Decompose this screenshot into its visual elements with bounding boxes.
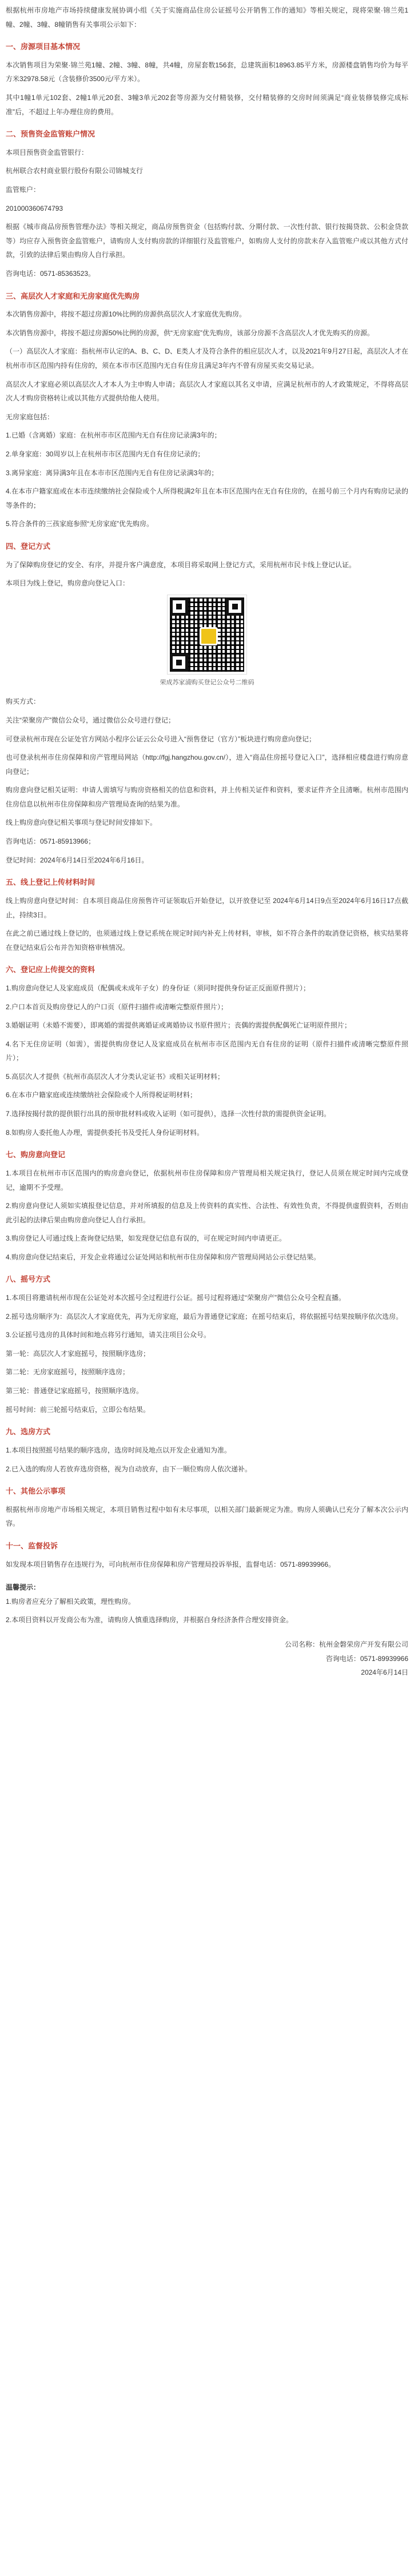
- section-heading: 六、登记应上传提交的资料: [6, 965, 95, 974]
- section-paragraph: 1.本项目按照摇号结果的顺序选房，选房时间及地点以开发企业通知为准。: [6, 1446, 232, 1454]
- section-paragraph: 1.已婚（含离婚）家庭：在杭州市市区范围内无自有住房记录满3年的；: [6, 431, 221, 440]
- note-paragraph: 2.本项目资料以开发商公布为准，请购房人慎重选择购房，并根据自身经济条件合理安排资金。: [6, 1616, 293, 1624]
- section-paragraph: 4.名下无住房证明（如需），需提供购房登记人及家庭成员在杭州市市区范围内无自有住房的证明（原件扫描件或清晰完整原件照片）；: [6, 1040, 408, 1062]
- section-paragraph: 1.购房意向登记人及家庭成员（配偶或未成年子女）的身份证（须同时提供身份证正反面原件照片）；: [6, 984, 310, 992]
- section-heading: 三、高层次人才家庭和无房家庭优先购房: [6, 291, 140, 300]
- note-paragraph: 1.购房者应充分了解相关政策，理性购房。: [6, 1597, 136, 1606]
- section-paragraph: 也可登录杭州市住房保障和房产管理局网站（http://fgj.hangzhou.gov.cn/），进入“商品住房摇号登记入口”，选择相应楼盘进行购房意向登记；: [6, 753, 408, 776]
- section-heading: 八、摇号方式: [6, 1275, 51, 1284]
- qr-finder-pattern: [170, 597, 188, 616]
- section-heading: 一、房源项目基本情况: [6, 42, 81, 51]
- section-paragraph: 6.在本市户籍家庭或连续缴纳社会保险或个人所得税证明材料；: [6, 1091, 197, 1100]
- section-paragraph: 201000360674793: [6, 204, 63, 212]
- section-paragraph: 购房意向登记相关证明：申请人需填写与购房资格相关的信息和资料，并上传相关证件和资料，要求证件齐全且清晰。杭州市范围内住房信息以杭州市住房保障和房产管理局查询的结果为准。: [6, 786, 408, 808]
- section-heading: 十、其他公示事项: [6, 1487, 66, 1496]
- section-paragraph: 高层次人才家庭必须以高层次人才本人为主申购人申请；高层次人才家庭以其名义申请，应满足杭州市的人才政策规定，不得将高层次人才购房资格转让或以其他方式提供给他人使用。: [6, 380, 408, 403]
- section-paragraph: 在此之前已通过线上登记的，也须通过线上登记系统在规定时间内补充上传材料，审核，如不符合条件的取消登记资格，核实结果将在登记结束后公布并告知资格审核情况。: [6, 929, 408, 952]
- section-paragraph: 2.摇号选房顺序为：高层次人才家庭优先，再为无房家庭，最后为普通登记家庭；在摇号结束后，将依据摇号结果按顺序依次选房。: [6, 1312, 403, 1321]
- section-paragraph: 8.如购房人委托他人办理，需提供委托书及受托人身份证明材料。: [6, 1128, 204, 1137]
- signature-phone: 咨询电话：0571-89939966: [325, 1654, 408, 1663]
- section-heading: 七、购房意向登记: [6, 1150, 66, 1159]
- section-paragraph: 2.购房意向登记人须如实填报登记信息，并对所填报的信息及上传资料的真实性、合法性、有效性负责，不得提供虚假资料，否则由此引起的法律后果由购房意向登记人自行承担。: [6, 1202, 408, 1224]
- section-paragraph: 4.在本市户籍家庭或在本市连续缴纳社会保险或个人所得税满2年且在本市区范围内在无自有住房的，在摇号前三个月内有购房记录的等条件的；: [6, 487, 408, 509]
- qr-finder-pattern: [170, 653, 188, 672]
- section-heading: 四、登记方式: [6, 541, 51, 551]
- intro-paragraph: 根据杭州市房地产市场持续健康发展协调小组《关于实施商品住房公证摇号公开销售工作的通知》等相关规定，现将荣聚·锦兰苑1幢、2幢、3幢、8幢销售有关事项公示如下：: [6, 6, 408, 29]
- section-paragraph: 3.公证摇号选房的具体时间和地点将另行通知，请关注项目公众号。: [6, 1331, 211, 1339]
- section-paragraph: 7.选择按揭付款的提供银行出具的预审批材料或收入证明（如可提供），选择一次性付款的需提供资金证明。: [6, 1110, 331, 1118]
- qr-code-image[interactable]: [168, 595, 246, 674]
- section-paragraph: 4.购房意向登记结束后，开发企业将通过公证处网站和杭州市住房保障和房产管理局网站公示登记结果。: [6, 1253, 321, 1261]
- section-paragraph: 监管账户：: [6, 186, 41, 194]
- section-paragraph: 本项目为线上登记，购房意向登记入口：: [6, 579, 130, 588]
- section-paragraph: 本项目预售资金监管银行：: [6, 148, 89, 157]
- section-paragraph: 购买方式：: [6, 697, 41, 706]
- section-paragraph: 根据杭州市房地产市场相关规定，本项目销售过程中如有未尽事项，以相关部门最新规定为准。购房人须确认已充分了解本次公示内容。: [6, 1505, 408, 1528]
- section-paragraph: 登记时间：2024年6月14日至2024年6月16日。: [6, 856, 149, 864]
- section-paragraph: 本次销售项目为荣聚·锦兰苑1幢、2幢、3幢、8幢，共4幢，房屋套数156套，总建筑面积18963.85平方米，房源楼盘销售均价为每平方米32978.58元（含装修价3500元/平方米）。: [6, 61, 408, 83]
- signature-block: [6, 1638, 408, 1680]
- signature-company: 公司名称：杭州金磐荣房产开发有限公司: [284, 1640, 408, 1648]
- section-paragraph: 第一轮：高层次人才家庭摇号，按照顺序选房；: [6, 1349, 150, 1358]
- section-paragraph: 杭州联合农村商业银行股份有限公司锦城支行: [6, 167, 144, 175]
- section-paragraph: 本次销售房源中，将按不超过房源10%比例的房源供高层次人才家庭优先购房。: [6, 310, 246, 319]
- section-paragraph: 3.离异家庭：离异满3年且在本市市区范围内无自有住房记录满3年的；: [6, 468, 218, 477]
- signature-date: 2024年6月14日: [361, 1668, 408, 1677]
- section-paragraph: 3.婚姻证明（未婚不需要），即离婚的需提供离婚证或离婚协议书原件照片；丧偶的需提供配偶死亡证明原件照片；: [6, 1021, 352, 1030]
- section-heading: 九、选房方式: [6, 1427, 51, 1437]
- section-paragraph: 5.高层次人才提供《杭州市高层次人才分类认定证书》或相关证明材料；: [6, 1072, 225, 1081]
- section-paragraph: 关注“荣聚房产”微信公众号，通过微信公众号进行登记；: [6, 716, 175, 724]
- section-paragraph: 可登录杭州市现在公证处官方网站小程序公证云公众号进入“预售登记（官方）”板块进行购房意向登记；: [6, 735, 316, 743]
- section-heading: 五、线上登记上传材料时间: [6, 878, 95, 887]
- section-paragraph: 咨询电话：0571-85363523。: [6, 270, 95, 278]
- section-paragraph: （一）高层次人才家庭：指杭州市认定的A、B、C、D、E类人才及符合条件的相应层次人才，以及2021年9月27日起，高层次人才在杭州市市区范围内持有住房的，须在本市市区范围内无自有住房且满足3年内不曾有房屋买卖交易记录。: [6, 347, 408, 370]
- section-paragraph: 咨询电话：0571-85913966；: [6, 837, 95, 846]
- section-paragraph: 1.本项目在杭州市市区范围内的购房意向登记，依据杭州市住房保障和房产管理局相关规定执行，登记人员须在规定时间内完成登记，逾期不予受理。: [6, 1169, 408, 1191]
- notes-title: 温馨提示：: [6, 1583, 41, 1592]
- section-paragraph: 3.购房登记人可通过线上查询登记结果，如发现登记信息有误的，可在规定时间内申请更正。: [6, 1234, 286, 1243]
- section-paragraph: 为了保障购房登记的安全、有序，并提升客户满意度，本项目将采取网上登记方式，采用杭州市民卡线上登记认证。: [6, 560, 356, 569]
- section-paragraph: 本次销售房源中，将按不超过房源50%比例的房源，供“无房家庭”优先购房，该部分房源不含高层次人才优先购买的房源。: [6, 328, 375, 337]
- section-paragraph: 2.户口本首页及购房登记人的户口页（原件扫描件或清晰完整原件照片）；: [6, 1002, 228, 1011]
- section-paragraph: 无房家庭包括：: [6, 412, 54, 421]
- section-paragraph: 5.符合条件的三孩家庭参照“无房家庭”优先购房。: [6, 520, 154, 528]
- sections-container: [6, 39, 408, 591]
- section-paragraph: 线上购房意向登记相关事项与登记时间安排如下。: [6, 818, 157, 827]
- section-paragraph: 1.本项目将邀请杭州市现在公证处对本次摇号全过程进行公证。摇号过程将通过“荣聚房产”微信公众号全程直播。: [6, 1294, 346, 1302]
- section-paragraph: 2.已入选的购房人若放弃选房资格，视为自动放弃，由下一顺位购房人依次递补。: [6, 1464, 252, 1473]
- section-paragraph: 如发现本项目销售存在违规行为，可向杭州市住房保障和房产管理局投诉举报，监督电话：0571-89939966。: [6, 1560, 336, 1568]
- section-paragraph: 2.单身家庭：30周岁以上在杭州市市区范围内无自有住房记录的；: [6, 450, 205, 458]
- qr-logo-icon: [200, 627, 218, 645]
- section-paragraph: 其中1幢1单元102套、2幢1单元20套、3幢3单元202套等房源为交付精装修，交付精装修的交房时间须满足“商业装修装修完成标准”后，不超过上年办理住房的费用。: [6, 94, 408, 116]
- section-paragraph: 根据《城市商品房预售管理办法》等相关规定，商品房预售资金（包括购付款、分期付款、一次性付款、银行按揭贷款、公积金贷款等）均应存入预售资金监管账户，请购房人支付购房款的详细银行及监管账户，如购房人支付的房款未存入监管账户或以其他方式付款，引致的法律后果由购房人自行承担。: [6, 223, 408, 259]
- qr-block: [6, 595, 408, 689]
- notes-list: [6, 1595, 408, 1627]
- section-heading: 二、预售资金监管账户情况: [6, 130, 95, 139]
- section-paragraph: 线上购房意向登记时间：自本项目商品住房预售许可证领取后开始登记，以开放登记至 2024年6月14日9点至2024年6月16日17点截止，持续3日。: [6, 896, 408, 919]
- section-paragraph: 摇号时间：前三轮摇号结束后，立即公布结果。: [6, 1405, 150, 1414]
- qr-caption: 荣成苏家浦购买登记公众号二维码: [160, 679, 254, 686]
- section-paragraph: 第三轮：普通登记家庭摇号，按照顺序选房。: [6, 1387, 144, 1395]
- section-paragraph: 第二轮：无房家庭摇号，按照顺序选房；: [6, 1368, 130, 1377]
- qr-finder-pattern: [226, 597, 244, 616]
- section-heading: 十一、监督投诉: [6, 1541, 58, 1550]
- sections-container-b: [6, 695, 408, 1571]
